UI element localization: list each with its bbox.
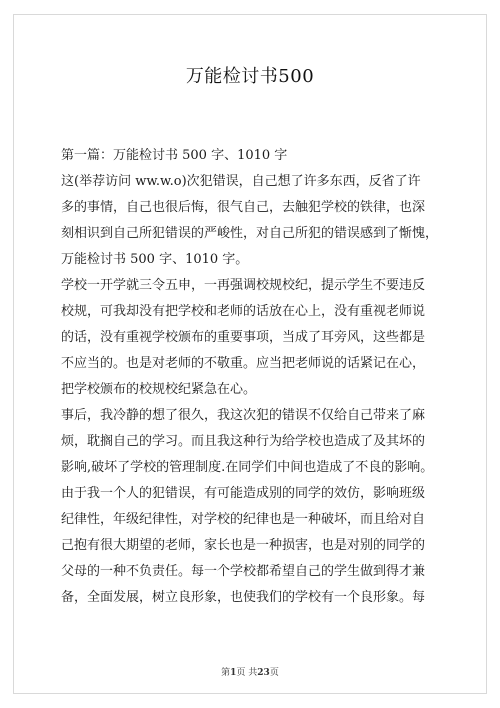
text-line: 校规，可我却没有把学校和老师的话放在心上，没有重视老师说 — [61, 304, 426, 319]
document-body — [61, 143, 456, 611]
text-line: 由于我一个人的犯错误，有可能造成别的同学的效仿，影响班级 — [61, 486, 426, 501]
text-line: 备，全面发展，树立良形象，也使我们的学校有一个良形象。每 — [61, 590, 426, 605]
page-current: 1 — [230, 668, 237, 678]
text-line: 把学校颁布的校规校纪紧急在心。 — [61, 382, 257, 397]
text-line: 第一篇：万能检讨书 500 字、1010 字 — [61, 148, 288, 163]
page-prefix: 第 — [221, 668, 231, 678]
text-line: 己抱有很大期望的老师，家长也是一种损害，也是对别的同学的 — [61, 538, 426, 553]
text-line: 纪律性，年级纪律性，对学校的纪律也是一种破坏，而且给对自 — [61, 512, 426, 527]
text-line: 这(举荐访问 ww.w.o)次犯错误，自己想了许多东西，反省了许 — [61, 174, 421, 189]
text-line: 父母的一种不负责任。每一个学校都希望自己的学生做到得才兼 — [61, 564, 426, 579]
page-mid: 页 共 — [236, 668, 258, 678]
text-line: 学校一开学就三令五申，一再强调校规校纪，提示学生不要违反 — [61, 278, 426, 293]
text-line: 万能检讨书 500 字、1010 字。 — [61, 252, 249, 267]
text-line: 多的事情，自己也很后悔，很气自己，去触犯学校的铁律，也深 — [61, 200, 426, 215]
page-number — [0, 665, 500, 678]
text-line: 影响,破坏了学校的管理制度.在同学们中间也造成了不良的影响。 — [61, 460, 434, 475]
page-total: 23 — [257, 668, 270, 678]
text-line: 不应当的。也是对老师的不敬重。应当把老师说的话紧记在心， — [61, 356, 426, 371]
page-suffix: 页 — [269, 668, 279, 678]
text-line: 刻相识到自己所犯错误的严峻性，对自己所犯的错误感到了惭愧， — [61, 226, 439, 241]
text-line: 烦，耽搁自己的学习。而且我这种行为给学校也造成了及其坏的 — [61, 434, 426, 449]
page-title: 万能检讨书500 — [185, 66, 315, 87]
text-line: 的话，没有重视学校颁布的重要事项，当成了耳旁风，这些都是 — [61, 330, 426, 345]
text-line: 事后，我冷静的想了很久，我这次犯的错误不仅给自己带来了麻 — [61, 408, 426, 423]
